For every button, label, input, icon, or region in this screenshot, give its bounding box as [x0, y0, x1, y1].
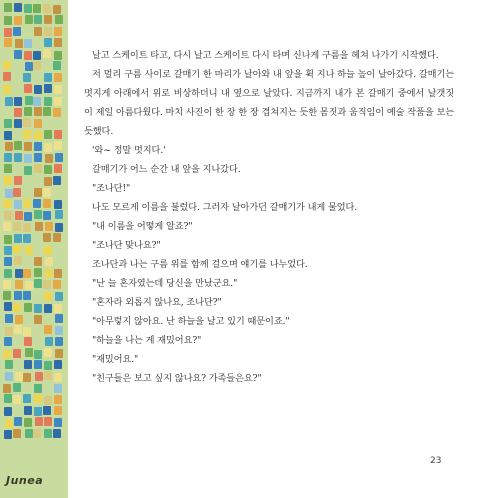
mosaic-tile	[44, 97, 52, 106]
mosaic-tile	[33, 97, 41, 106]
mosaic-tile	[35, 372, 43, 381]
mosaic-tile	[3, 280, 11, 289]
story-paragraph: 저 멀리 구름 사이로 갈매기 한 마리가 날아와 내 앞을 휙 지나 하늘 높이 날아갔다. 갈매기는 멋지게 아래에서 위로 비상하더니 내 옆으로 날았다. 지금까지 내가 본 갈매기 중에서 날갯짓이 제일 아름다웠다. 마치 사진이 한 장 한 장 겹쳐지는 듯한 몸짓과 움직임이 예술 작품을 보는 듯했다.	[84, 69, 454, 137]
mosaic-tile	[45, 269, 53, 278]
mosaic-tile	[53, 61, 61, 70]
mosaic-tile	[55, 314, 63, 323]
story-paragraph: 날고 스케이트 타고, 다시 날고 스케이트 다시 타며 신나게 구름을 헤쳐 나가기 시작했다.	[92, 50, 439, 61]
mosaic-tile	[44, 27, 52, 36]
mosaic-tile	[24, 337, 32, 346]
mosaic-tile	[34, 142, 42, 151]
mosaic-tile	[4, 16, 12, 25]
mosaic-tile	[43, 406, 51, 415]
mosaic-tile	[13, 222, 21, 231]
mosaic-tile	[25, 429, 33, 438]
mosaic-tile	[4, 38, 12, 47]
mosaic-tile	[5, 419, 13, 428]
mosaic-tile	[44, 73, 52, 82]
mosaic-tile	[55, 337, 63, 346]
mosaic-tile	[24, 303, 32, 312]
mosaic-tile	[44, 304, 52, 313]
mosaic-tile	[54, 395, 62, 404]
mosaic-tile	[4, 176, 12, 185]
mosaic-tile	[34, 279, 42, 288]
mosaic-tile	[34, 360, 42, 369]
mosaic-tile	[4, 28, 12, 37]
mosaic-tile	[54, 373, 62, 382]
mosaic-tile	[4, 246, 12, 255]
mosaic-tile	[4, 302, 12, 311]
mosaic-tile	[45, 257, 53, 266]
mosaic-tile	[54, 27, 62, 36]
mosaic-tile	[54, 38, 62, 47]
page-number: 23	[430, 456, 442, 466]
mosaic-tile	[24, 418, 32, 427]
mosaic-tile	[43, 4, 51, 13]
story-paragraph: "재밌어요."	[92, 354, 139, 365]
mosaic-tile	[24, 4, 32, 13]
story-paragraph: "조나단 맞나요?"	[92, 240, 161, 251]
mosaic-tile	[25, 96, 33, 105]
mosaic-tile	[13, 303, 21, 312]
mosaic-tile	[34, 119, 42, 128]
mosaic-tile	[4, 430, 12, 439]
mosaic-tile	[53, 429, 61, 438]
mosaic-tile	[13, 349, 21, 358]
mosaic-tile	[15, 315, 23, 324]
mosaic-tile	[25, 348, 33, 357]
mosaic-tile	[44, 130, 52, 139]
mosaic-tile	[4, 211, 12, 220]
mosaic-tile	[34, 407, 42, 416]
mosaic-tile	[14, 234, 22, 243]
mosaic-tile	[34, 315, 42, 324]
mosaic-tile	[34, 188, 42, 197]
mosaic-tile	[25, 15, 33, 24]
story-paragraph: 조나단과 나는 구름 위를 함께 걸으며 얘기를 나누었다.	[92, 259, 308, 270]
mosaic-tile	[23, 73, 31, 82]
mosaic-tile	[33, 4, 41, 13]
mosaic-tile	[5, 314, 13, 323]
mosaic-tile	[34, 210, 42, 219]
mosaic-tile	[3, 350, 11, 359]
mosaic-tile	[35, 417, 43, 426]
mosaic-tile	[53, 5, 61, 14]
mosaic-tile	[14, 141, 22, 150]
mosaic-tile	[4, 407, 12, 416]
mosaic-tile	[4, 153, 12, 162]
mosaic-tile	[44, 396, 52, 405]
mosaic-tile	[15, 269, 23, 278]
mosaic-tile	[5, 97, 13, 106]
mosaic-tile	[15, 280, 23, 289]
mosaic-tile	[3, 291, 11, 300]
mosaic-tile	[5, 360, 13, 369]
mosaic-tile	[55, 210, 63, 219]
mosaic-tile	[34, 15, 42, 24]
mosaic-tile	[34, 384, 42, 393]
mosaic-tile	[43, 188, 51, 197]
mosaic-tile	[54, 130, 62, 139]
mosaic-tile	[5, 372, 13, 381]
mosaic-tile	[15, 372, 23, 381]
mosaic-tile	[4, 164, 12, 173]
mosaic-tile	[54, 73, 62, 82]
mosaic-tile	[43, 280, 51, 289]
mosaic-tile	[25, 246, 33, 255]
mosaic-tile	[34, 107, 42, 116]
mosaic-tile	[44, 348, 52, 357]
mosaic-tile	[54, 164, 62, 173]
mosaic-tile	[35, 222, 43, 231]
mosaic-tile	[45, 154, 53, 163]
mosaic-tile	[23, 394, 31, 403]
mosaic-tile	[4, 131, 12, 140]
mosaic-tile	[44, 38, 52, 47]
mosaic-tile	[34, 304, 42, 313]
mosaic-tile	[13, 429, 21, 438]
mosaic-tile	[3, 199, 11, 208]
mosaic-tile	[55, 223, 63, 232]
mosaic-tile	[15, 211, 23, 220]
mosaic-tile	[13, 27, 21, 36]
mosaic-tile	[3, 61, 11, 70]
mosaic-tile	[3, 85, 11, 94]
mosaic-tile	[3, 222, 11, 231]
mosaic-tile	[54, 51, 62, 60]
mosaic-tile	[43, 49, 51, 58]
mosaic-tile	[34, 153, 42, 162]
mosaic-tile	[15, 39, 23, 48]
mosaic-tile	[54, 141, 62, 150]
mosaic-tile	[53, 108, 61, 117]
mosaic-tile	[14, 97, 22, 106]
mosaic-tile	[54, 200, 62, 209]
mosaic-tile	[13, 188, 21, 197]
mosaic-tile	[55, 326, 63, 335]
mosaic-tile	[54, 360, 62, 369]
mosaic-tile	[44, 15, 52, 24]
mosaic-tile	[45, 222, 53, 231]
mosaic-tile	[23, 199, 31, 208]
mosaic-tile	[23, 234, 31, 243]
mosaic-tile	[23, 291, 31, 300]
mosaic-tile	[4, 394, 12, 403]
mosaic-tile	[34, 268, 42, 277]
mosaic-tile	[14, 256, 22, 265]
mosaic-tile	[14, 50, 22, 59]
mosaic-tile	[33, 199, 41, 208]
mosaic-tile	[24, 39, 32, 48]
mosaic-tile	[24, 406, 32, 415]
mosaic-tile	[43, 233, 51, 242]
story-paragraph: "혼자라 외롭지 않나요, 조나단?"	[92, 297, 222, 308]
mosaic-tile	[44, 177, 52, 186]
story-paragraph: '와~ 정말 멋지다.'	[92, 145, 166, 156]
story-paragraph: "내 이름을 어떻게 알죠?"	[92, 221, 193, 232]
mosaic-tile	[14, 200, 22, 209]
mosaic-tile	[14, 417, 22, 426]
mosaic-tile	[43, 211, 51, 220]
mosaic-tile	[44, 429, 52, 438]
mosaic-tile	[43, 107, 51, 116]
mosaic-tile	[14, 108, 22, 117]
story-paragraph: "하늘을 나는 게 재밌어요?"	[92, 335, 202, 346]
mosaic-tile	[4, 269, 12, 278]
mosaic-tile	[23, 327, 31, 336]
mosaic-tile	[23, 118, 31, 127]
story-paragraph: "조나단!"	[92, 183, 131, 194]
mosaic-tile	[14, 325, 22, 334]
mosaic-tile	[44, 165, 52, 174]
story-paragraph: 나도 모르게 이름을 불렀다. 그러자 날아가던 갈매기가 내게 물었다.	[92, 202, 358, 213]
mosaic-tile	[44, 417, 52, 426]
mosaic-tile	[54, 406, 62, 415]
story-paragraph: "난 늘 혼자였는데 당신을 만났군요."	[92, 278, 238, 289]
decorative-sidebar	[0, 0, 68, 498]
mosaic-tile	[43, 199, 51, 208]
mosaic-tile	[23, 269, 31, 278]
mosaic-tile	[23, 373, 31, 382]
mosaic-tile	[54, 418, 62, 427]
mosaic-tile	[34, 350, 42, 359]
mosaic-tile	[33, 61, 41, 70]
mosaic-tile	[3, 384, 11, 393]
mosaic-tile	[44, 143, 52, 152]
mosaic-tile	[4, 119, 12, 128]
mosaic-tile	[55, 349, 63, 358]
mosaic-tile	[34, 27, 42, 36]
mosaic-tile	[24, 142, 32, 151]
mosaic-tile	[53, 233, 61, 242]
mosaic-tile	[14, 16, 22, 25]
mosaic-tile	[4, 337, 12, 346]
mosaic-tile	[24, 212, 32, 221]
mosaic-tile	[44, 371, 52, 380]
mosaic-tile	[24, 84, 32, 93]
mosaic-tile	[44, 84, 52, 93]
mosaic-tile	[33, 51, 41, 60]
mosaic-tile	[34, 85, 42, 94]
mosaic-tile	[14, 3, 22, 12]
mosaic-tile	[44, 292, 52, 301]
mosaic-tile	[25, 62, 33, 71]
story-paragraph: "친구들은 보고 싶지 않나요? 가족들은요?"	[92, 373, 262, 384]
mosaic-tile	[13, 383, 21, 392]
story-paragraph: 갈매기가 어느 순간 내 앞을 지나갔다.	[92, 164, 241, 175]
mosaic-tile	[14, 291, 22, 300]
mosaic-tile	[14, 119, 22, 128]
mosaic-tile	[54, 97, 62, 106]
mosaic-tile	[44, 361, 52, 370]
mosaic-tile	[23, 130, 31, 139]
mosaic-tile	[14, 176, 22, 185]
mosaic-tile	[24, 154, 32, 163]
mosaic-tile	[4, 257, 12, 266]
mosaic-tile	[55, 15, 63, 24]
mosaic-tile	[34, 131, 42, 140]
mosaic-tile	[34, 257, 42, 266]
mosaic-tile	[4, 3, 12, 12]
mosaic-tile	[33, 429, 41, 438]
mosaic-tile	[44, 325, 52, 334]
mosaic-tile	[53, 176, 61, 185]
mosaic-tile	[54, 269, 62, 278]
mosaic-tile	[34, 394, 42, 403]
mosaic-tile	[25, 281, 33, 290]
mosaic-tile	[45, 337, 53, 346]
mosaic-tile	[53, 280, 61, 289]
story-paragraph: "아무렇지 않아요. 난 하늘을 날고 있기 때문이죠."	[92, 316, 290, 327]
mosaic-tile	[54, 304, 62, 313]
mosaic-tile	[55, 292, 63, 301]
mosaic-tile	[44, 246, 52, 255]
mosaic-tile	[5, 189, 13, 198]
mosaic-tile	[34, 164, 42, 173]
mosaic-tile	[4, 235, 12, 244]
artist-signature: Junea	[6, 474, 44, 487]
mosaic-tile	[24, 107, 32, 116]
mosaic-tile	[24, 360, 32, 369]
mosaic-tile	[23, 223, 31, 232]
mosaic-tile	[24, 51, 32, 60]
mosaic-tile	[5, 142, 13, 151]
mosaic-tile	[14, 153, 22, 162]
tile-mosaic	[4, 4, 66, 444]
mosaic-tile	[55, 153, 63, 162]
mosaic-tile	[3, 72, 11, 81]
story-text	[84, 46, 454, 388]
mosaic-tile	[5, 327, 13, 336]
mosaic-tile	[54, 85, 62, 94]
mosaic-tile	[24, 166, 32, 175]
mosaic-tile	[54, 384, 62, 393]
mosaic-tile	[13, 245, 21, 254]
mosaic-tile	[13, 395, 21, 404]
